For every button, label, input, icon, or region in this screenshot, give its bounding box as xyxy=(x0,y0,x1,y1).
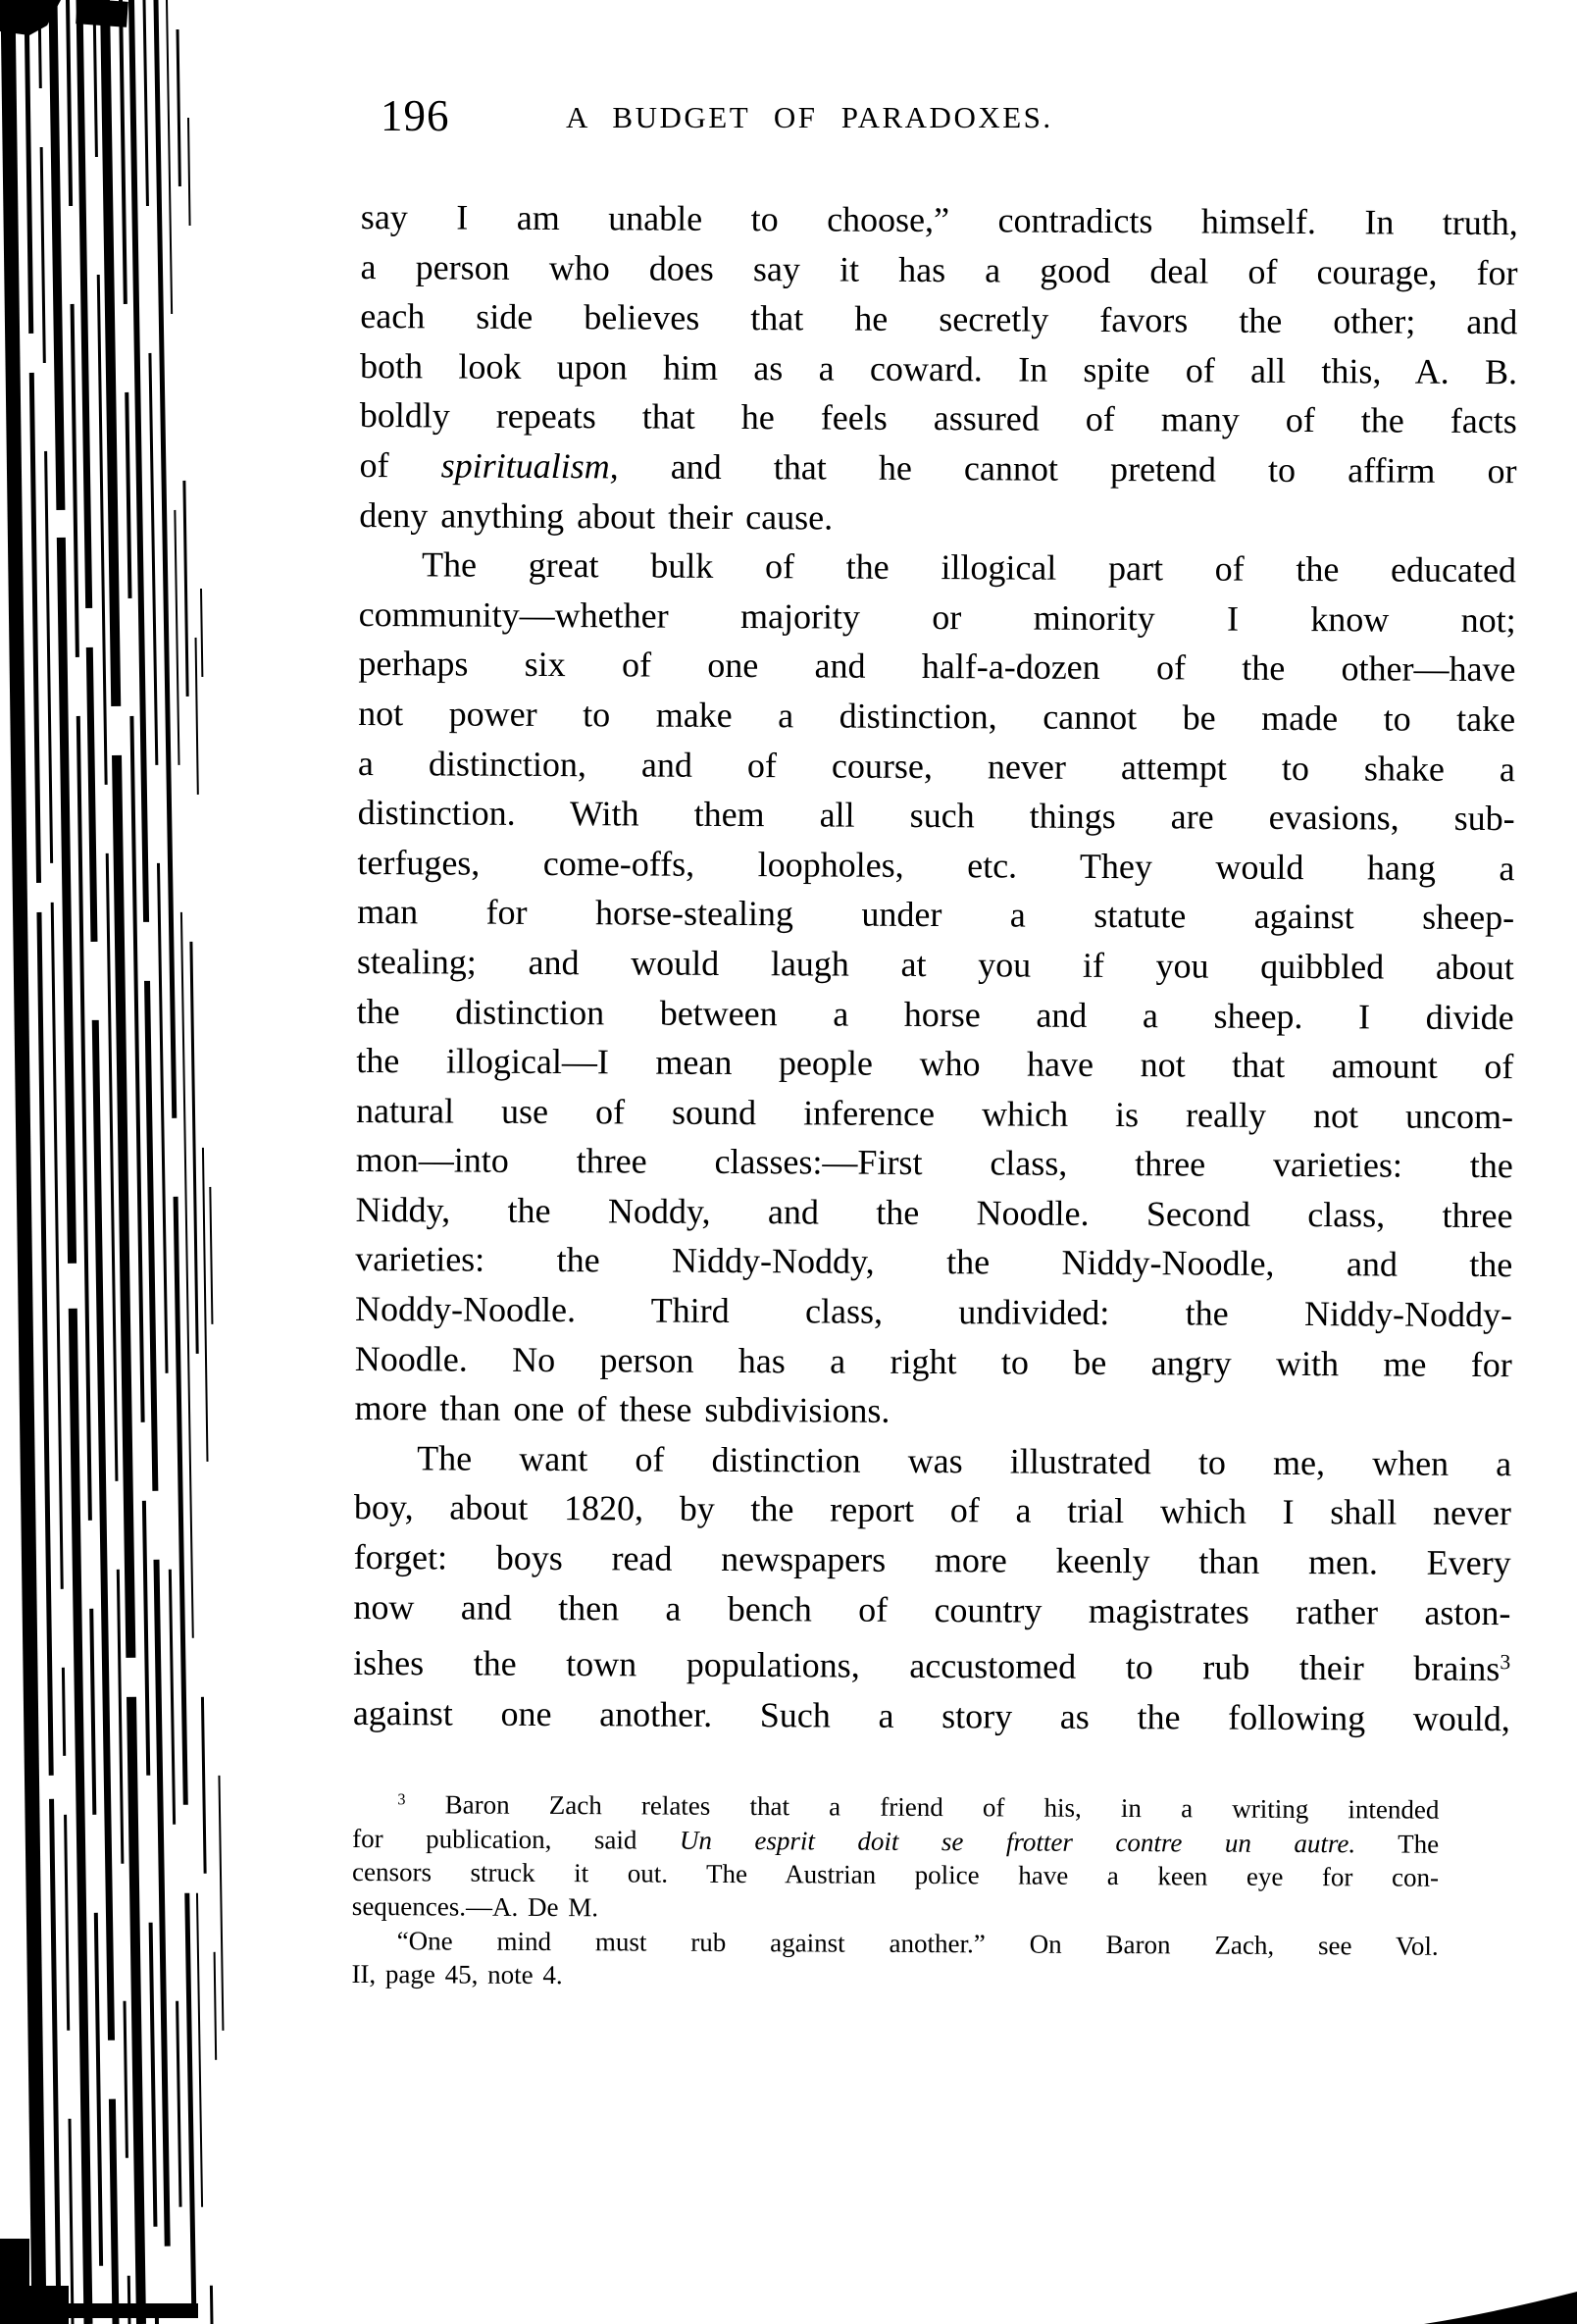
text-segment: The great bulk of the illogical part of the educated xyxy=(421,544,1517,591)
text-segment: boldly repeats that he feels assured of many of the facts xyxy=(359,395,1517,441)
body-text-line xyxy=(354,1433,1511,1489)
body-text-line xyxy=(357,838,1514,894)
text-segment: forget: boys read newspapers more keenly than men. Every xyxy=(353,1537,1511,1583)
footnote-line xyxy=(352,1782,1439,1827)
body-text-line xyxy=(358,689,1515,745)
text-segment: The xyxy=(1355,1829,1440,1859)
body-text-line xyxy=(356,986,1513,1042)
text-segment: mon—into three classes:—First class, three varieties: the xyxy=(355,1140,1513,1186)
running-header: A BUDGET OF PARADOXES. xyxy=(566,100,1053,134)
text-segment: The want of distinction was illustrated to me, when a xyxy=(417,1438,1512,1484)
body-text-line xyxy=(355,1185,1512,1241)
text-segment: varieties: the Niddy-Noddy, the Niddy-Noodle, and the xyxy=(355,1239,1513,1285)
text-segment: and that he cannot pretend to affirm or xyxy=(618,446,1517,491)
body-text-line xyxy=(353,1688,1510,1744)
body-text-line xyxy=(358,639,1515,695)
text-segment: Un esprit doit se frotter contre un autre. xyxy=(679,1825,1356,1859)
text-segment: deny anything about their cause. xyxy=(359,494,834,538)
footnote-line xyxy=(352,1855,1439,1894)
body-text-line xyxy=(356,1086,1513,1142)
text-segment: perhaps six of one and half-a-dozen of the other—have xyxy=(358,644,1516,690)
text-segment: the illogical—I mean people who have not that amount of xyxy=(356,1041,1514,1087)
text-segment: censors struck it out. The Austrian police have a keen eye for con- xyxy=(351,1857,1440,1893)
body-text-line xyxy=(356,1036,1513,1092)
body-text-line xyxy=(359,440,1516,496)
body-text-line xyxy=(357,887,1514,943)
text-column xyxy=(351,192,1518,1997)
text-segment: man for horse-stealing under a statute against sheep- xyxy=(357,892,1515,938)
text-segment: Noodle. No person has a right to be angry with me for xyxy=(354,1338,1512,1384)
body-text-line xyxy=(354,1532,1511,1588)
body-text-line xyxy=(361,192,1518,248)
footnote-line xyxy=(352,1889,1439,1929)
text-segment: more than one of these subdivisions. xyxy=(354,1388,890,1431)
footnote xyxy=(351,1782,1439,1996)
text-segment: not power to make a distinction, cannot be made to take xyxy=(358,693,1516,740)
text-segment: terfuges, come-offs, loopholes, etc. They would hang a xyxy=(357,842,1515,888)
text-segment: Baron Zach relates that a friend of his, in a writing intended xyxy=(405,1789,1440,1825)
body-text-line xyxy=(358,739,1515,795)
body-text-line xyxy=(360,291,1517,347)
text-segment: distinction. With them all such things are evasions, sub- xyxy=(357,793,1515,839)
text-segment: Noddy-Noodle. Third class, undivided: the Niddy-Noddy- xyxy=(354,1289,1513,1335)
body-text-line xyxy=(360,341,1517,397)
body-text-line xyxy=(357,937,1514,993)
footnote-line xyxy=(351,1957,1438,1996)
body-text-line xyxy=(353,1631,1510,1694)
text-segment: both look upon him as a coward. In spite of all this, A. B. xyxy=(359,345,1518,391)
text-segment: Niddy, the Noddy, and the Noodle. Second class, three xyxy=(355,1189,1513,1236)
text-segment: now and then a bench of country magistrates rather aston- xyxy=(353,1586,1511,1632)
text-segment: a distinction, and of course, never attempt to shake a xyxy=(357,743,1516,789)
footnote-line xyxy=(352,1924,1439,1963)
body-text-line xyxy=(358,788,1515,844)
text-segment: say I am unable to choose,” contradicts himself. In truth, xyxy=(360,196,1518,243)
text-segment: stealing; and would laugh at you if you quibbled about xyxy=(356,941,1514,988)
text-segment: against one another. Such a story as the following would, xyxy=(352,1692,1510,1738)
text-segment: the distinction between a horse and a sheep. I divide xyxy=(356,991,1514,1037)
footnote-line xyxy=(352,1822,1439,1861)
text-segment: spiritualism, xyxy=(440,445,619,487)
text-segment: “One mind must rub against another.” On Baron Zach, see Vol. xyxy=(396,1925,1439,1961)
text-segment: a person who does say it has a good deal of courage, for xyxy=(360,246,1518,292)
body-text-line xyxy=(353,1582,1510,1638)
body-text-line xyxy=(360,242,1517,298)
text-segment: II, page 45, note 4. xyxy=(351,1959,563,1990)
text-segment: of xyxy=(359,444,441,486)
body-text-line xyxy=(355,1334,1512,1390)
body-text xyxy=(353,192,1518,1743)
body-text-line xyxy=(354,1482,1511,1538)
page-number: 196 xyxy=(381,91,450,140)
footnote-marker: 3 xyxy=(1500,1650,1511,1675)
body-text-line xyxy=(355,1234,1512,1290)
text-segment: ishes the town populations, accustomed to rub their brains xyxy=(353,1643,1501,1689)
body-text-line xyxy=(356,1135,1513,1191)
text-segment: natural use of sound inference which is really not uncom- xyxy=(355,1090,1514,1136)
body-text-line xyxy=(359,491,1516,546)
body-text-line xyxy=(354,1383,1511,1439)
body-text-line xyxy=(359,590,1516,646)
text-segment: community—whether majority or minority I know not; xyxy=(358,594,1516,640)
text-segment: boy, about 1820, by the report of a trial which I shall never xyxy=(353,1487,1512,1533)
body-text-line xyxy=(360,390,1517,446)
body-text-line xyxy=(359,540,1516,595)
body-text-line xyxy=(355,1284,1512,1340)
footnote-marker: 3 xyxy=(397,1790,406,1809)
text-segment: for publication, said xyxy=(352,1823,681,1855)
text-segment: sequences.—A. De M. xyxy=(351,1890,599,1923)
text-segment: each side believes that he secretly favors the other; and xyxy=(360,296,1518,342)
